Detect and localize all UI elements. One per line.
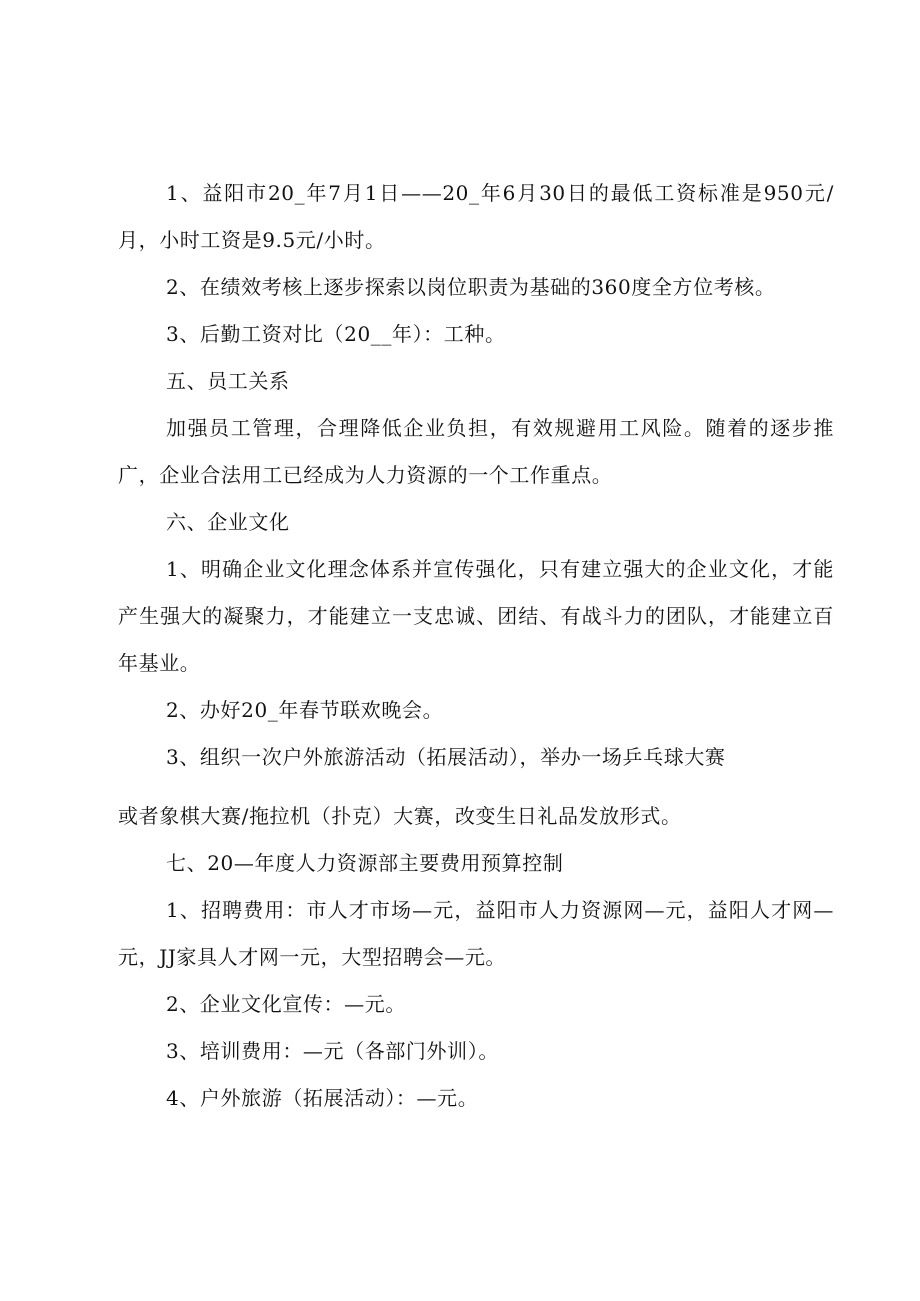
- paragraph-spring-gala: 2、办好20_年春节联欢晚会。: [166, 698, 444, 722]
- paragraph-culture-system: 1、明确企业文化理念体系并宣传强化，只有建立强大的企业文化，才能产生强大的凝聚力，才能建立一支忠诚、团结、有战斗力的团队，才能建立百年基业。: [118, 557, 834, 675]
- paragraph-outdoor-activity: 3、组织一次户外旅游活动（拓展活动），举办一场乒乓球大赛: [166, 745, 726, 769]
- paragraph-logistics-wage: 3、后勤工资对比（20__年）：工种。: [166, 322, 506, 346]
- paragraph-outdoor-travel-cost: 4、户外旅游（拓展活动）：—元。: [166, 1086, 479, 1110]
- paragraph-outdoor-activity-cont: 或者象棋大赛/拖拉机（扑克）大赛，改变生日礼品发放形式。: [118, 804, 682, 828]
- paragraph-recruitment-cost: 1、招聘费用：市人才市场—元，益阳市人力资源网—元，益阳人才网—元，JJ家具人才网一元，大型招聘会—元。: [118, 898, 834, 969]
- paragraph-employee-management: 加强员工管理，合理降低企业负担，有效规避用工风险。随着的逐步推广，企业合法用工已经成为人力资源的一个工作重点。: [118, 416, 834, 487]
- heading-corporate-culture: 六、企业文化: [166, 510, 290, 534]
- paragraph-performance-review: 2、在绩效考核上逐步探索以岗位职责为基础的360度全方位考核。: [166, 275, 776, 299]
- paragraph-training-cost: 3、培训费用：—元（各部门外训）。: [166, 1039, 499, 1063]
- document-body: [118, 170, 834, 1122]
- heading-budget-control: 七、20—年度人力资源部主要费用预算控制: [166, 851, 564, 875]
- heading-employee-relations: 五、员工关系: [166, 369, 290, 393]
- paragraph-minimum-wage: 1、益阳市20_年7月1日——20_年6月30日的最低工资标准是950元/月，小时工资是9.5元/小时。: [118, 181, 834, 252]
- paragraph-culture-promotion-cost: 2、企业文化宣传：—元。: [166, 992, 406, 1016]
